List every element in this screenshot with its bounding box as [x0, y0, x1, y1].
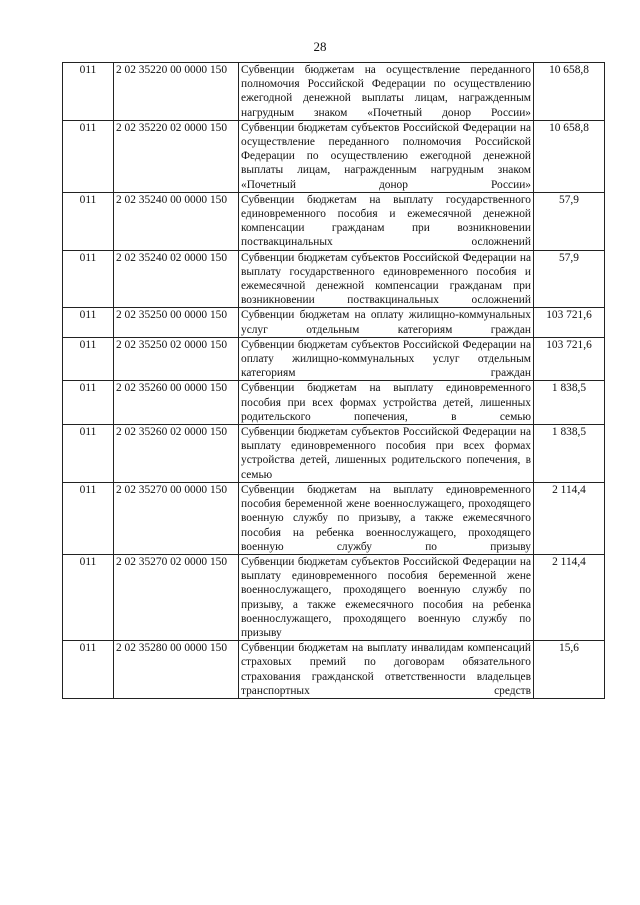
classification-code-cell: 2 02 35250 02 0000 150 [114, 337, 239, 381]
page-number: 28 [313, 39, 327, 54]
amount-cell: 57,9 [534, 250, 605, 308]
admin-code-cell: 011 [63, 63, 114, 121]
budget-table [62, 62, 605, 699]
classification-code-cell: 2 02 35280 00 0000 150 [114, 641, 239, 699]
admin-code-cell: 011 [63, 425, 114, 483]
income-name-text: Субвенции бюджетам субъектов Российской Федерации на оплату жилищно-коммунальных услуг отдельным категориям граждан [241, 338, 531, 380]
admin-code-cell: 011 [63, 554, 114, 640]
table-row [63, 337, 605, 381]
classification-code-cell: 2 02 35260 00 0000 150 [114, 381, 239, 425]
income-name-text: Субвенции бюджетам субъектов Российской Федерации на выплату государственного единовременного пособия и ежемесячной денежной компенсации гражданам при возникновении поствакцинальных осложнений [241, 251, 531, 307]
income-name-text: Субвенции бюджетам на выплату инвалидам компенсаций страховых премий по договорам обязательного страхования гражданской ответственности владельцев транспортных средств [241, 642, 531, 697]
admin-code-cell: 011 [63, 381, 114, 425]
income-name-cell [239, 554, 534, 640]
classification-code-cell: 2 02 35220 00 0000 150 [114, 63, 239, 121]
income-name-text: Субвенции бюджетам на осуществление переданного полномочия Российской Федерации по осуществлению ежегодной денежной выплаты лицам, награжденным нагрудным знаком «Почетный донор России» [241, 64, 531, 119]
amount-cell: 1 838,5 [534, 381, 605, 425]
table-row [63, 482, 605, 554]
income-name-cell [239, 482, 534, 554]
income-name-text: Субвенции бюджетам на оплату жилищно-коммунальных услуг отдельным категориям граждан [241, 309, 531, 336]
amount-cell: 10 658,8 [534, 63, 605, 121]
amount-cell: 2 114,4 [534, 482, 605, 554]
admin-code-cell: 011 [63, 482, 114, 554]
admin-code-cell: 011 [63, 250, 114, 308]
classification-code-cell: 2 02 35240 02 0000 150 [114, 250, 239, 308]
table-row [63, 192, 605, 250]
income-name-text: Субвенции бюджетам на выплату единовременного пособия при всех формах устройства детей, лишенных родительского попечения, в семью [241, 382, 531, 423]
amount-cell: 103 721,6 [534, 337, 605, 381]
income-name-cell [239, 641, 534, 699]
table-row [63, 641, 605, 699]
table-row [63, 120, 605, 192]
income-name-cell [239, 120, 534, 192]
income-name-text: Субвенции бюджетам на выплату государственного единовременного пособия и ежемесячной денежной компенсации гражданам при возникновении поствакцинальных осложнений [241, 193, 531, 249]
table-row [63, 63, 605, 121]
classification-code-cell: 2 02 35250 00 0000 150 [114, 308, 239, 337]
income-name-cell [239, 308, 534, 337]
income-name-cell [239, 250, 534, 308]
amount-cell: 10 658,8 [534, 120, 605, 192]
classification-code-cell: 2 02 35270 02 0000 150 [114, 554, 239, 640]
amount-cell: 15,6 [534, 641, 605, 699]
admin-code-cell: 011 [63, 192, 114, 250]
income-name-cell [239, 425, 534, 483]
admin-code-cell: 011 [63, 337, 114, 381]
income-name-cell [239, 192, 534, 250]
income-name-text: Субвенции бюджетам субъектов Российской Федерации на осуществление переданного полномочия Российской Федерации по осуществлению ежегодной денежной выплаты лицам, награжденным нагрудным знаком «Почетный донор России» [241, 121, 531, 191]
admin-code-cell: 011 [63, 641, 114, 699]
classification-code-cell: 2 02 35260 02 0000 150 [114, 425, 239, 483]
amount-cell: 1 838,5 [534, 425, 605, 483]
income-name-text: Субвенции бюджетам субъектов Российской Федерации на выплату единовременного пособия при всех формах устройства детей, лишенных родительского попечения, в семью [241, 426, 531, 481]
table-row [63, 554, 605, 640]
income-name-cell [239, 337, 534, 381]
amount-cell: 57,9 [534, 192, 605, 250]
income-name-cell [239, 381, 534, 425]
income-name-cell [239, 63, 534, 121]
classification-code-cell: 2 02 35270 00 0000 150 [114, 482, 239, 554]
income-name-text: Субвенции бюджетам на выплату единовременного пособия беременной жене военнослужащего, проходящего военную службу по призыву, а также ежемесячного пособия на ребенка военнослужащего, проходящего военную службу по призыву [241, 483, 531, 553]
amount-cell: 103 721,6 [534, 308, 605, 337]
classification-code-cell: 2 02 35240 00 0000 150 [114, 192, 239, 250]
admin-code-cell: 011 [63, 120, 114, 192]
amount-cell: 2 114,4 [534, 554, 605, 640]
table-row [63, 381, 605, 425]
table-row [63, 308, 605, 337]
admin-code-cell: 011 [63, 308, 114, 337]
budget-table-body [63, 63, 605, 699]
table-row [63, 250, 605, 308]
classification-code-cell: 2 02 35220 02 0000 150 [114, 120, 239, 192]
income-name-text: Субвенции бюджетам субъектов Российской Федерации на выплату единовременного пособия беременной жене военнослужащего, проходящего военную службу по призыву, а также ежемесячного пособия на ребенка военнослужащего, проходящего военную службу по призыву [241, 555, 531, 639]
table-row [63, 425, 605, 483]
